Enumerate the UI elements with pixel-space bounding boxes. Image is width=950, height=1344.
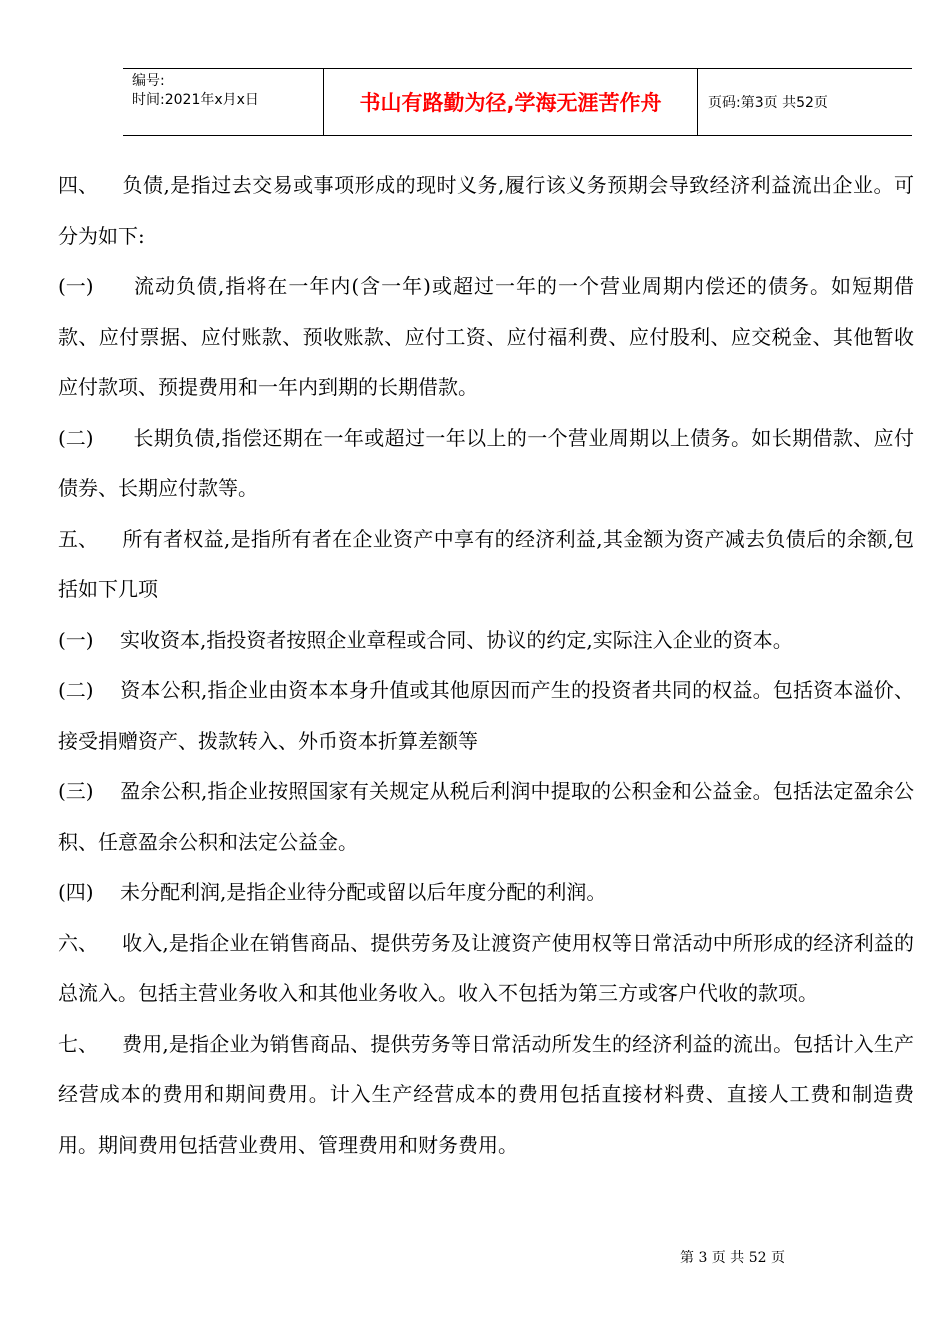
paragraph-capital-reserve (58, 665, 914, 766)
section-marker: 五、 (58, 526, 98, 551)
paragraph-text: 未分配利润,是指企业待分配或留以后年度分配的利润。 (120, 880, 607, 904)
header-meta (123, 69, 323, 135)
page-footer: 第 3 页 共 52 页 (680, 1250, 785, 1266)
paragraph-text: 长期负债,指偿还期在一年或超过一年以上的一个营业周期以上债务。如长期借款、应付债券、长期应付款等。 (58, 425, 914, 500)
header-motto: 书山有路勤为径,学海无涯苦作舟 (323, 69, 698, 135)
paragraph-owners-equity (58, 514, 914, 615)
subsection-marker: (四) (58, 880, 94, 904)
subsection-marker: (三) (58, 779, 94, 803)
paragraph-surplus-reserve (58, 766, 914, 867)
paragraph-long-term-liabilities (58, 413, 914, 514)
document-number-label: 编号: (132, 73, 165, 89)
paragraph-text: 所有者权益,是指所有者在企业资产中享有的经济利益,其金额为资产减去负债后的余额,包括如下几项 (58, 526, 914, 601)
paragraph-text: 流动负债,指将在一年内(含一年)或超过一年的一个营业周期内偿还的债务。如短期借款、应付票据、应付账款、预收账款、应付工资、应付福利费、应付股利、应交税金、其他暂收应付款项、预提费用和一年内到期的长期借款。 (58, 274, 914, 399)
paragraph-current-liabilities (58, 261, 914, 413)
document-body (58, 160, 914, 1170)
paragraph-undistributed-profit (58, 867, 914, 918)
section-marker: 七、 (58, 1031, 98, 1056)
paragraph-revenue (58, 918, 914, 1019)
paragraph-text: 收入,是指企业在销售商品、提供劳务及让渡资产使用权等日常活动中所形成的经济利益的总流入。包括主营业务收入和其他业务收入。收入不包括为第三方或客户代收的款项。 (58, 930, 914, 1005)
document-time-label: 时间:2021年x月x日 (132, 92, 259, 108)
subsection-marker: (一) (58, 274, 94, 298)
section-marker: 六、 (58, 930, 98, 955)
page-header (123, 68, 912, 136)
paragraph-liabilities (58, 160, 914, 261)
subsection-marker: (二) (58, 678, 94, 702)
paragraph-text: 实收资本,指投资者按照企业章程或合同、协议的约定,实际注入企业的资本。 (120, 627, 793, 652)
paragraph-expenses (58, 1019, 914, 1171)
subsection-marker: (二) (58, 425, 94, 450)
paragraph-text: 负债,是指过去交易或事项形成的现时义务,履行该义务预期会导致经济利益流出企业。可分为如下: (58, 173, 914, 248)
paragraph-text: 资本公积,指企业由资本本身升值或其他原因而产生的投资者共同的权益。包括资本溢价、接受捐赠资产、拨款转入、外币资本折算差额等 (58, 678, 914, 753)
header-page-info: 页码:第3页 共52页 (708, 95, 828, 111)
subsection-marker: (一) (58, 627, 94, 652)
paragraph-text: 费用,是指企业为销售商品、提供劳务等日常活动所发生的经济利益的流出。包括计入生产经营成本的费用和期间费用。计入生产经营成本的费用包括直接材料费、直接人工费和制造费用。期间费用包括营业费用、管理费用和财务费用。 (58, 1031, 914, 1157)
paragraph-text: 盈余公积,指企业按照国家有关规定从税后利润中提取的公积金和公益金。包括法定盈余公积、任意盈余公积和法定公益金。 (58, 779, 914, 854)
paragraph-paid-in-capital (58, 615, 914, 666)
section-marker: 四、 (58, 173, 98, 197)
